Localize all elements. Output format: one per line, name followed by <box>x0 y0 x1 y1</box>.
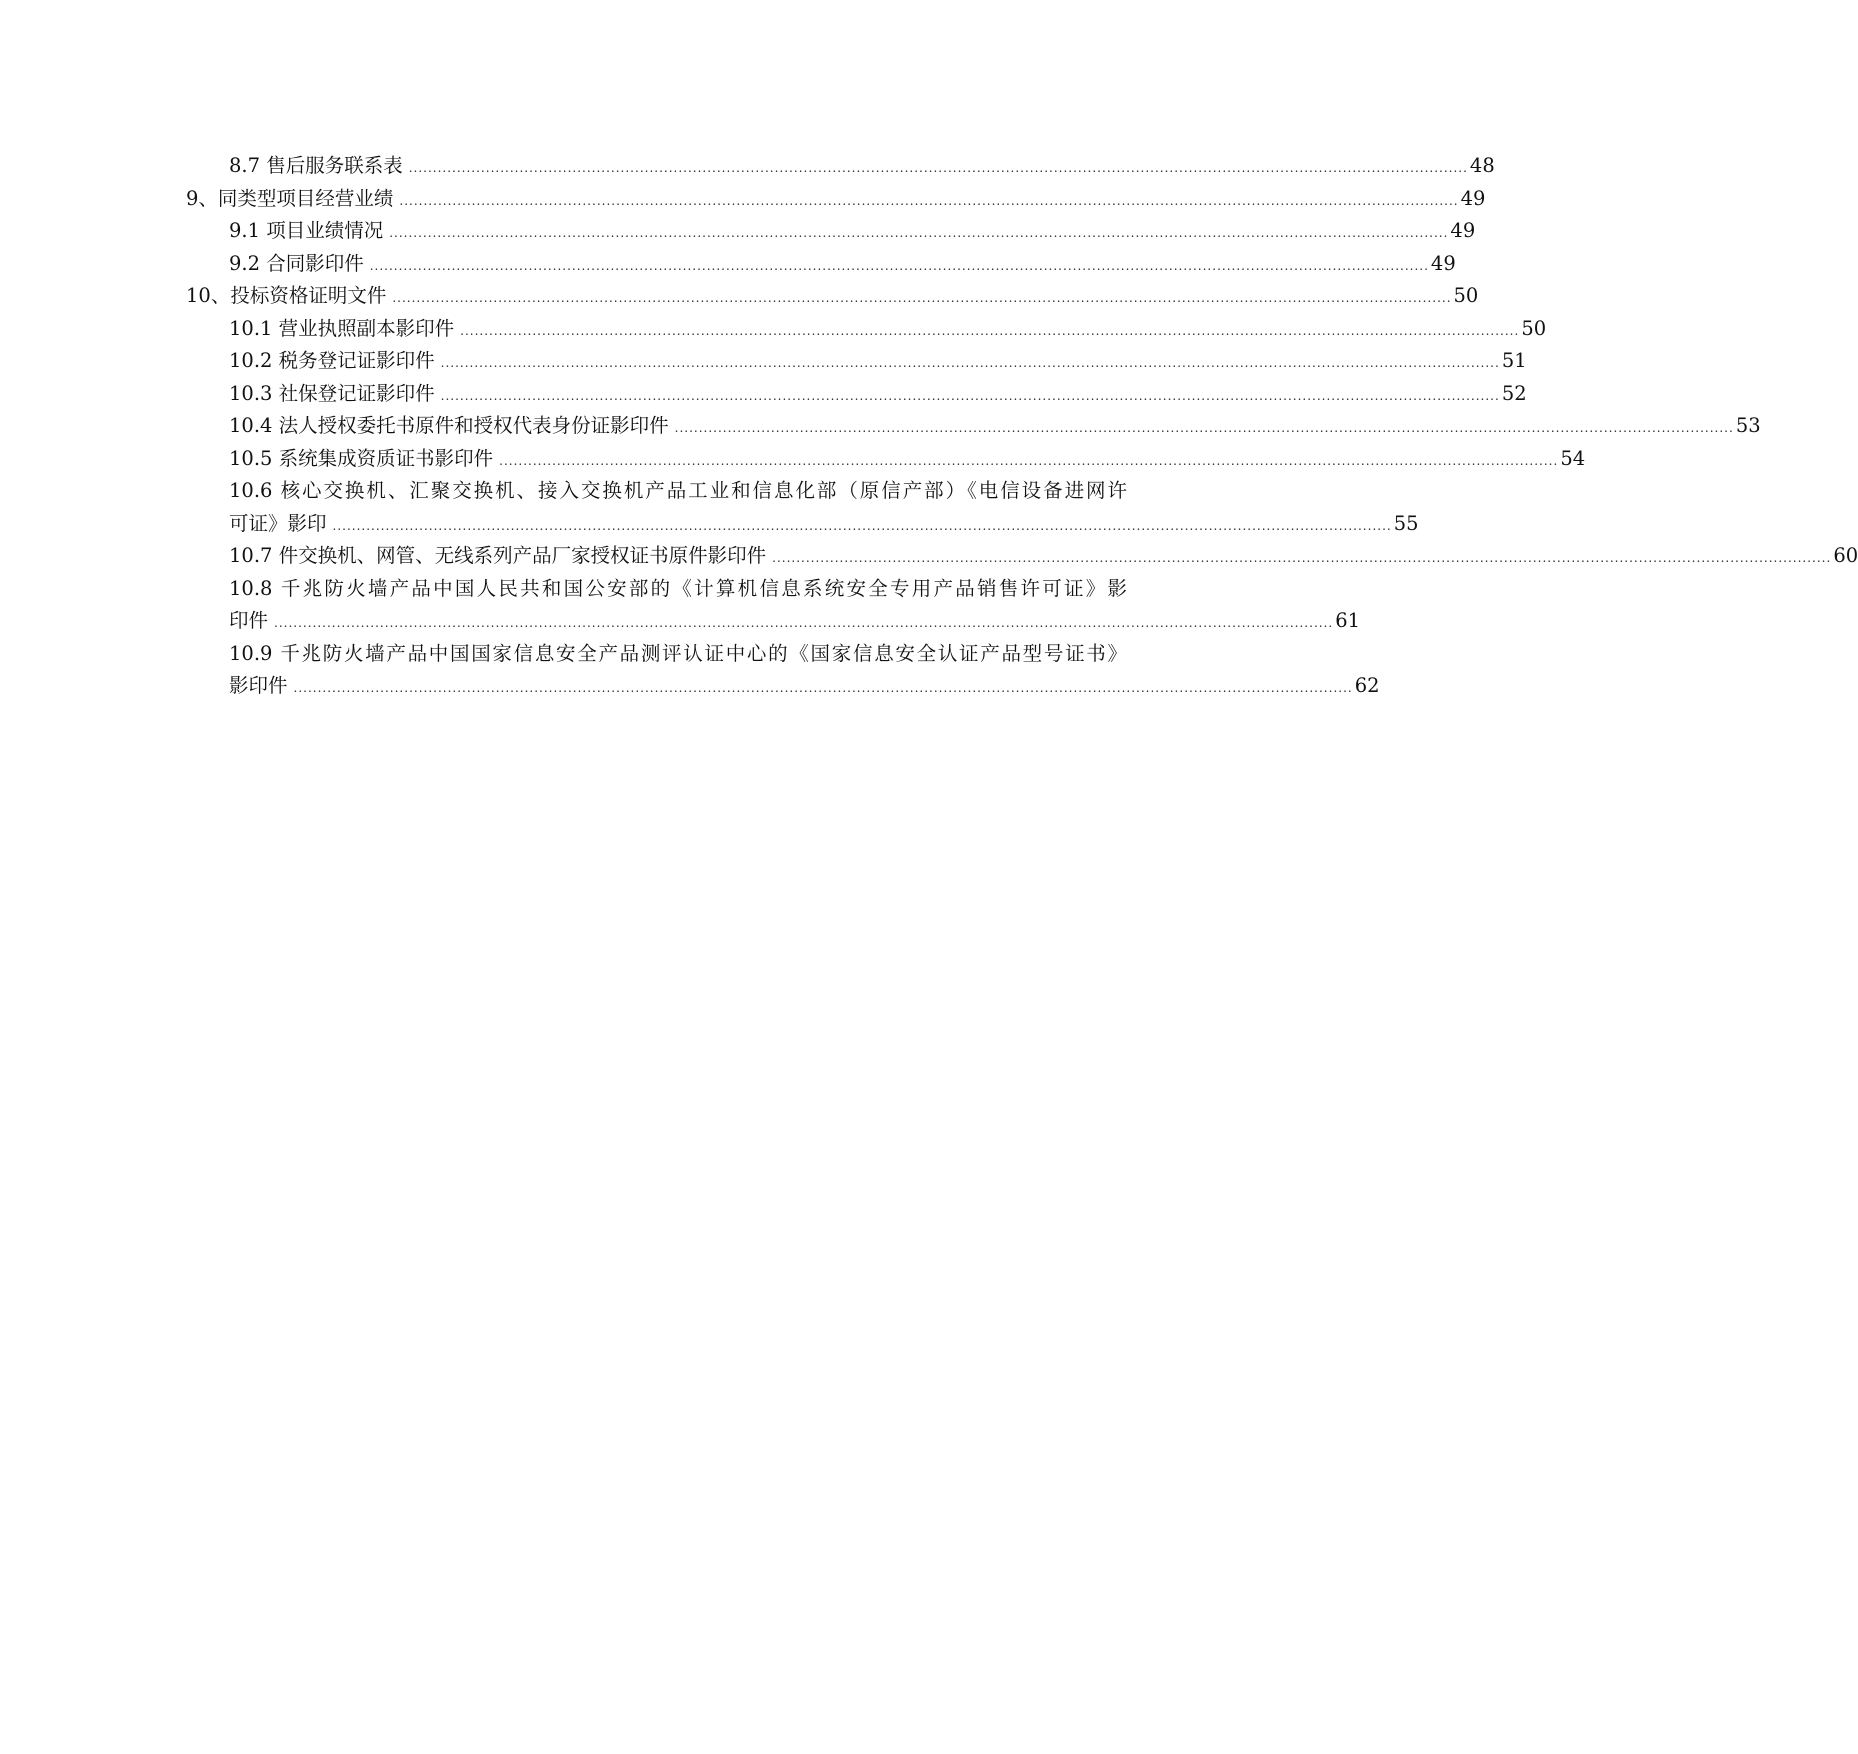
toc-page-number: 49 <box>1460 186 1486 210</box>
toc-page-number: 50 <box>1521 316 1547 340</box>
toc-page-number: 50 <box>1453 284 1479 307</box>
toc-leader-dots: ............................................................................................................................................................................................................................ <box>772 551 1832 565</box>
toc-entry-label: 10.8 千兆防火墙产品中国人民共和国公安部的《计算机信息系统安全专用产品销售许可证》影 <box>229 576 1127 600</box>
toc-page-number: 61 <box>1335 609 1361 632</box>
toc-page-number: 62 <box>1354 674 1380 697</box>
toc-page-number: 54 <box>1560 446 1586 470</box>
toc-page-number: 49 <box>1430 251 1456 275</box>
toc-entry-label-continued: 影印件 <box>229 674 288 697</box>
toc-entry[interactable] <box>229 475 1419 540</box>
toc-entry[interactable] <box>229 215 1476 248</box>
toc-page-number: 60 <box>1833 544 1858 567</box>
toc-page-number: 52 <box>1501 381 1527 405</box>
toc-leader-dots: ............................................................................................................................................................................................................................ <box>369 258 1429 273</box>
toc-page-number: 48 <box>1469 154 1495 177</box>
toc-leader-dots: ............................................................................................................................................................................................................................ <box>389 226 1449 240</box>
toc-leader-dots: ............................................................................................................................................................................................................................ <box>332 518 1392 533</box>
toc-leader-dots: ............................................................................................................................................................................................................................ <box>399 193 1459 208</box>
toc-entry-label: 10.2 税务登记证影印件 <box>229 349 435 372</box>
toc-entry[interactable] <box>229 313 1547 346</box>
toc-entry[interactable] <box>186 280 1479 313</box>
toc-entry[interactable] <box>229 150 1495 183</box>
toc-entry-label: 10.5 系统集成资质证书影印件 <box>229 446 494 470</box>
toc-entry-label: 9.1 项目业绩情况 <box>229 219 384 242</box>
toc-entry-label: 10.3 社保登记证影印件 <box>229 381 435 405</box>
toc-entry[interactable] <box>229 345 1527 378</box>
toc-leader-dots: ............................................................................................................................................................................................................................ <box>440 388 1500 403</box>
toc-leader-dots: ............................................................................................................................................................................................................................ <box>440 356 1500 370</box>
toc-page-number: 55 <box>1393 511 1419 535</box>
toc-leader-dots: ............................................................................................................................................................................................................................ <box>293 681 1353 695</box>
toc-entry-label: 10、投标资格证明文件 <box>186 284 387 307</box>
toc-entry[interactable] <box>229 378 1527 411</box>
toc-entry-label: 10.4 法人授权委托书原件和授权代表身份证影印件 <box>229 414 669 437</box>
toc-leader-dots: ............................................................................................................................................................................................................................ <box>674 421 1734 435</box>
toc-entry-label: 10.1 营业执照副本影印件 <box>229 316 455 340</box>
toc-leader-dots: ............................................................................................................................................................................................................................ <box>460 323 1520 338</box>
toc-leader-dots: ............................................................................................................................................................................................................................ <box>499 453 1559 468</box>
toc-entry-label: 9、同类型项目经营业绩 <box>186 186 394 210</box>
toc-leader-dots: ............................................................................................................................................................................................................................ <box>392 291 1452 305</box>
toc-entry[interactable] <box>229 443 1586 476</box>
toc-page-number: 51 <box>1501 349 1527 372</box>
toc-entry[interactable] <box>229 410 1761 443</box>
toc-leader-dots: ............................................................................................................................................................................................................................ <box>408 161 1468 175</box>
toc-entry[interactable] <box>229 638 1380 703</box>
toc-entry-label: 8.7 售后服务联系表 <box>229 154 403 177</box>
toc-entry-label: 9.2 合同影印件 <box>229 251 364 275</box>
toc-entry-label-continued: 可证》影印 <box>229 511 327 535</box>
toc-entry[interactable] <box>229 540 1858 573</box>
toc-entry-label: 10.6 核心交换机、汇聚交换机、接入交换机产品工业和信息化部（原信产部）《电信设备进网许 <box>229 479 1127 502</box>
toc-entry-label-continued: 印件 <box>229 609 269 632</box>
toc-entry-label: 10.7 件交换机、网管、无线系列产品厂家授权证书原件影印件 <box>229 544 767 567</box>
toc-entry[interactable] <box>229 573 1361 638</box>
toc-page-number: 53 <box>1735 414 1761 437</box>
toc-page-number: 49 <box>1450 219 1476 242</box>
toc-entry[interactable] <box>229 248 1456 281</box>
toc-entry[interactable] <box>186 183 1486 216</box>
toc-entry-label: 10.9 千兆防火墙产品中国国家信息安全产品测评认证中心的《国家信息安全认证产品型号证书》 <box>229 641 1127 665</box>
toc-leader-dots: ............................................................................................................................................................................................................................ <box>274 616 1334 630</box>
